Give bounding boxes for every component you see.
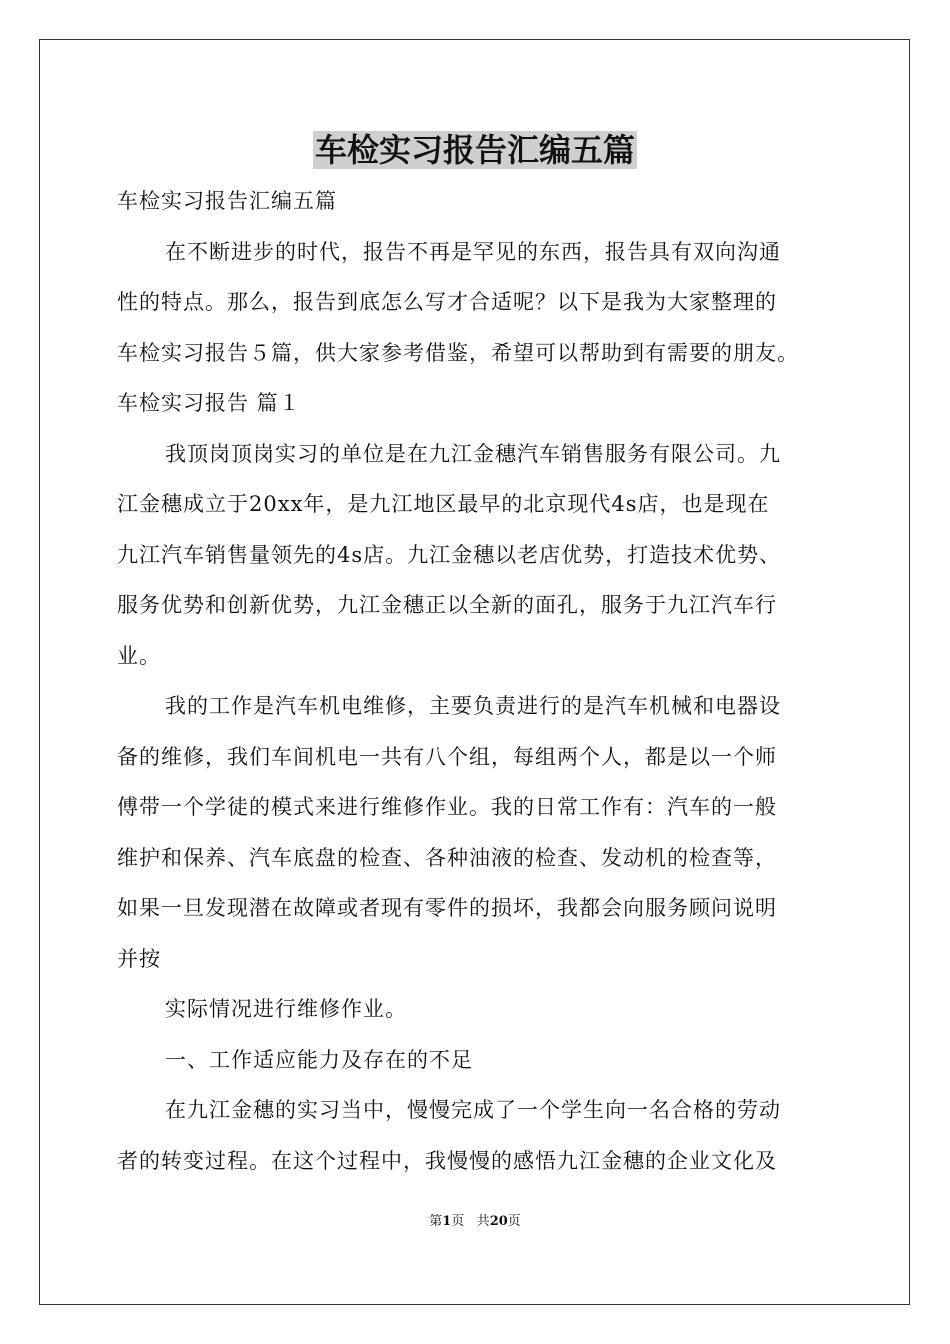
subsection-heading: 一、工作适应能力及存在的不足 <box>165 1047 473 1072</box>
section-heading: 车检实习报告 篇１ <box>117 391 301 415</box>
paragraph-line: 车检实习报告５篇，供大家参考借鉴，希望可以帮助到有需要的朋友。 <box>117 340 799 365</box>
paragraph-line: 在九江金穗的实习当中，慢慢完成了一个学生向一名合格的劳动 <box>165 1098 781 1122</box>
paragraph-line: 傅带一个学徒的模式来进行维修作业。我的日常工作有：汽车的一般 <box>117 795 777 819</box>
paragraph-line: 我顶岗顶岗实习的单位是在九江金穗汽车销售服务有限公司。九 <box>165 441 781 466</box>
page-unit: 页 <box>451 1214 465 1229</box>
paragraph-line: 维护和保养、汽车底盘的检查、各种油液的检查、发动机的检查等， <box>117 845 777 870</box>
page-prefix: 第 <box>429 1214 443 1229</box>
paragraph-line: 性的特点。那么，报告到底怎么写才合适呢？以下是我为大家整理的 <box>117 290 777 314</box>
total-unit: 页 <box>507 1214 521 1229</box>
paragraph-line: 者的转变过程。在这个过程中，我慢慢的感悟九江金穗的企业文化及 <box>117 1148 777 1173</box>
paragraph-line: 并按 <box>117 946 161 971</box>
document-title <box>0 124 950 176</box>
page-current: 1 <box>442 1214 452 1229</box>
page-footer <box>0 1212 950 1232</box>
paragraph-line: 九江汽车销售量领先的4s店。九江金穗以老店优势，打造技术优势、 <box>117 542 782 567</box>
document-title-text: 车检实习报告汇编五篇 <box>314 131 635 169</box>
paragraph-line: 实际情况进行维修作业。 <box>165 997 407 1021</box>
paragraph-line: 服务优势和创新优势，九江金穗正以全新的面孔，服务于九江汽车行 <box>117 593 777 617</box>
page-total: 20 <box>489 1214 508 1229</box>
document-subtitle: 车检实习报告汇编五篇 <box>117 189 337 213</box>
paragraph-line: 备的维修，我们车间机电一共有八个组，每组两个人，都是以一个师 <box>117 744 777 769</box>
paragraph-line: 业。 <box>117 643 161 668</box>
total-prefix: 共 <box>476 1214 490 1229</box>
paragraph-line: 我的工作是汽车机电维修，主要负责进行的是汽车机械和电器设 <box>165 694 781 718</box>
paragraph-line: 江金穗成立于20xx年，是九江地区最早的北京现代4s店，也是现在 <box>117 492 770 516</box>
document-body <box>117 176 837 1186</box>
paragraph-line: 在不断进步的时代，报告不再是罕见的东西，报告具有双向沟通 <box>165 239 781 264</box>
paragraph-line: 如果一旦发现潜在故障或者现有零件的损坏，我都会向服务顾问说明 <box>117 896 777 920</box>
